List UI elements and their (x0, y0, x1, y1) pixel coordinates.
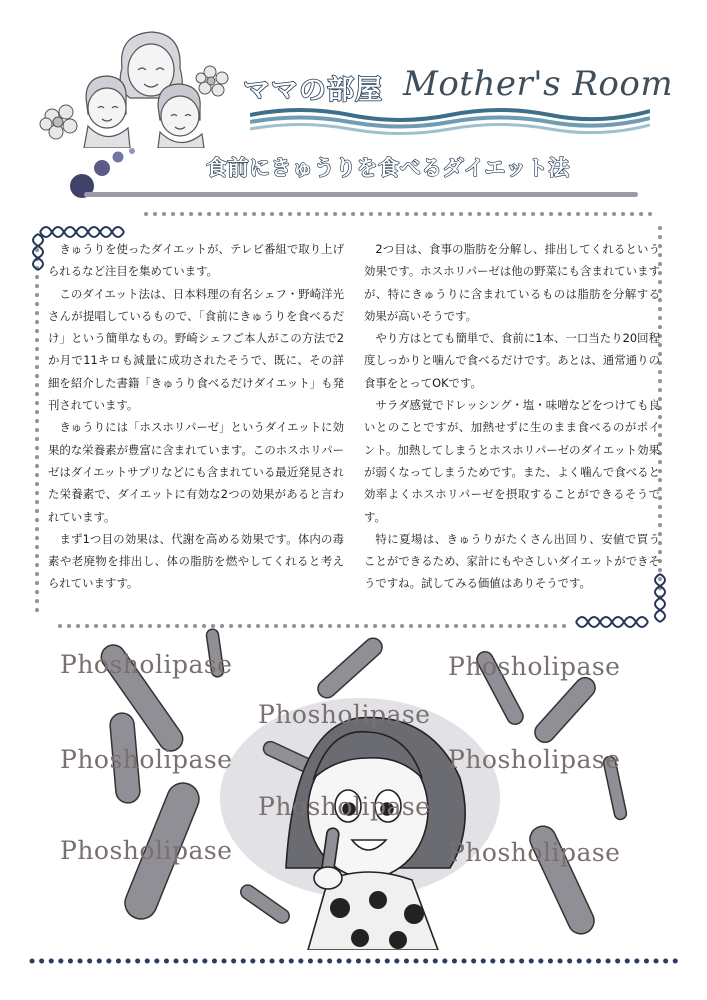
watermark-text: Phosholipase (448, 838, 621, 867)
paragraph: まず1つ目の効果は、代謝を高める効果です。体内の毒素や老廃物を排出し、体の脂肪を燃やしてくれると考えられていますす。 (48, 531, 344, 591)
watermark-text: Phosholipase (60, 836, 233, 865)
cucumber (314, 635, 385, 702)
bottom-dot-border (28, 957, 683, 965)
watermark-text: Phosholipase (448, 745, 621, 774)
paragraph: サラダ感覚でドレッシング・塩・味噌などをつけても良いとのことですが、加熱せずに生のまま食べるのがポイント。加熱してしまうとホスホリパーゼのダイエット効果が弱くなってしまうためです。また、よく噛んで食べると効率よくホスホリパーゼを摂取することができるそうです。 (364, 398, 660, 524)
flower-left (40, 105, 77, 139)
watermark-text: Phosholipase (60, 745, 233, 774)
cucumber (531, 674, 599, 747)
watermark-text: Phosholipase (258, 792, 431, 821)
child-right (158, 84, 204, 148)
child-left (84, 76, 130, 148)
corner-title-english: Mother's Room (403, 64, 674, 104)
article-left-column (48, 238, 344, 595)
hand (314, 867, 342, 889)
watermark-text: Phosholipase (60, 650, 233, 679)
watermark-text: Phosholipase (258, 700, 431, 729)
mother-children-illustration (30, 28, 240, 148)
paragraph: きゅうりを使ったダイエットが、テレビ番組で取り上げられるなど注目を集めています。 (48, 242, 344, 279)
wave-ornament (250, 105, 650, 137)
paragraph: 特に夏場は、きゅうりがたくさん出回り、安値で買うことができるため、家計にもやさしいダイエットができそうですね。試してみる価値はありそうです。 (364, 531, 660, 591)
watermark-text: Phosholipase (448, 652, 621, 681)
article-title: 食前にきゅうりを食べるダイエット法 (206, 156, 570, 180)
woman-figure (286, 718, 465, 951)
paragraph: やり方はとても簡単で、食前に1本、一口当たり20回程度しっかりと噛んで食べるだけです。あとは、通常通りの食事をとってOKです。 (364, 331, 660, 390)
title-underline (84, 192, 638, 197)
paragraph: 2つ目は、食事の脂肪を分解し、排出してくれるという効果です。ホスホリパーゼは他の野菜にも含まれていますが、特にきゅうりに含まれているものは脂肪を分解する効果が高いそうです。 (364, 242, 660, 323)
paragraph: このダイエット法は、日本料理の有名シェフ・野崎洋光さんが提唱しているもので、「食前にきゅうりを食べるだけ」という簡単なもの。野崎シェフご本人がこの方法で2か月で11キロも減量に成功されたそうで、既に、その詳細を紹介した書籍「きゅうり食べるだけダイエット」も発刊されています。 (48, 286, 344, 413)
cucumber (238, 882, 292, 926)
flower-right (196, 66, 228, 96)
paragraph: きゅうりには「ホスホリパーゼ」というダイエットに効果的な栄養素が豊富に含まれています。このホスホリパーゼはダイエットサプリなどにも含まれている最近発見された栄養素で、ダイエットに有効な2つの効果があると言われています。 (48, 420, 344, 524)
article-right-column (364, 238, 660, 595)
corner-title: ママの部屋 (243, 75, 383, 106)
